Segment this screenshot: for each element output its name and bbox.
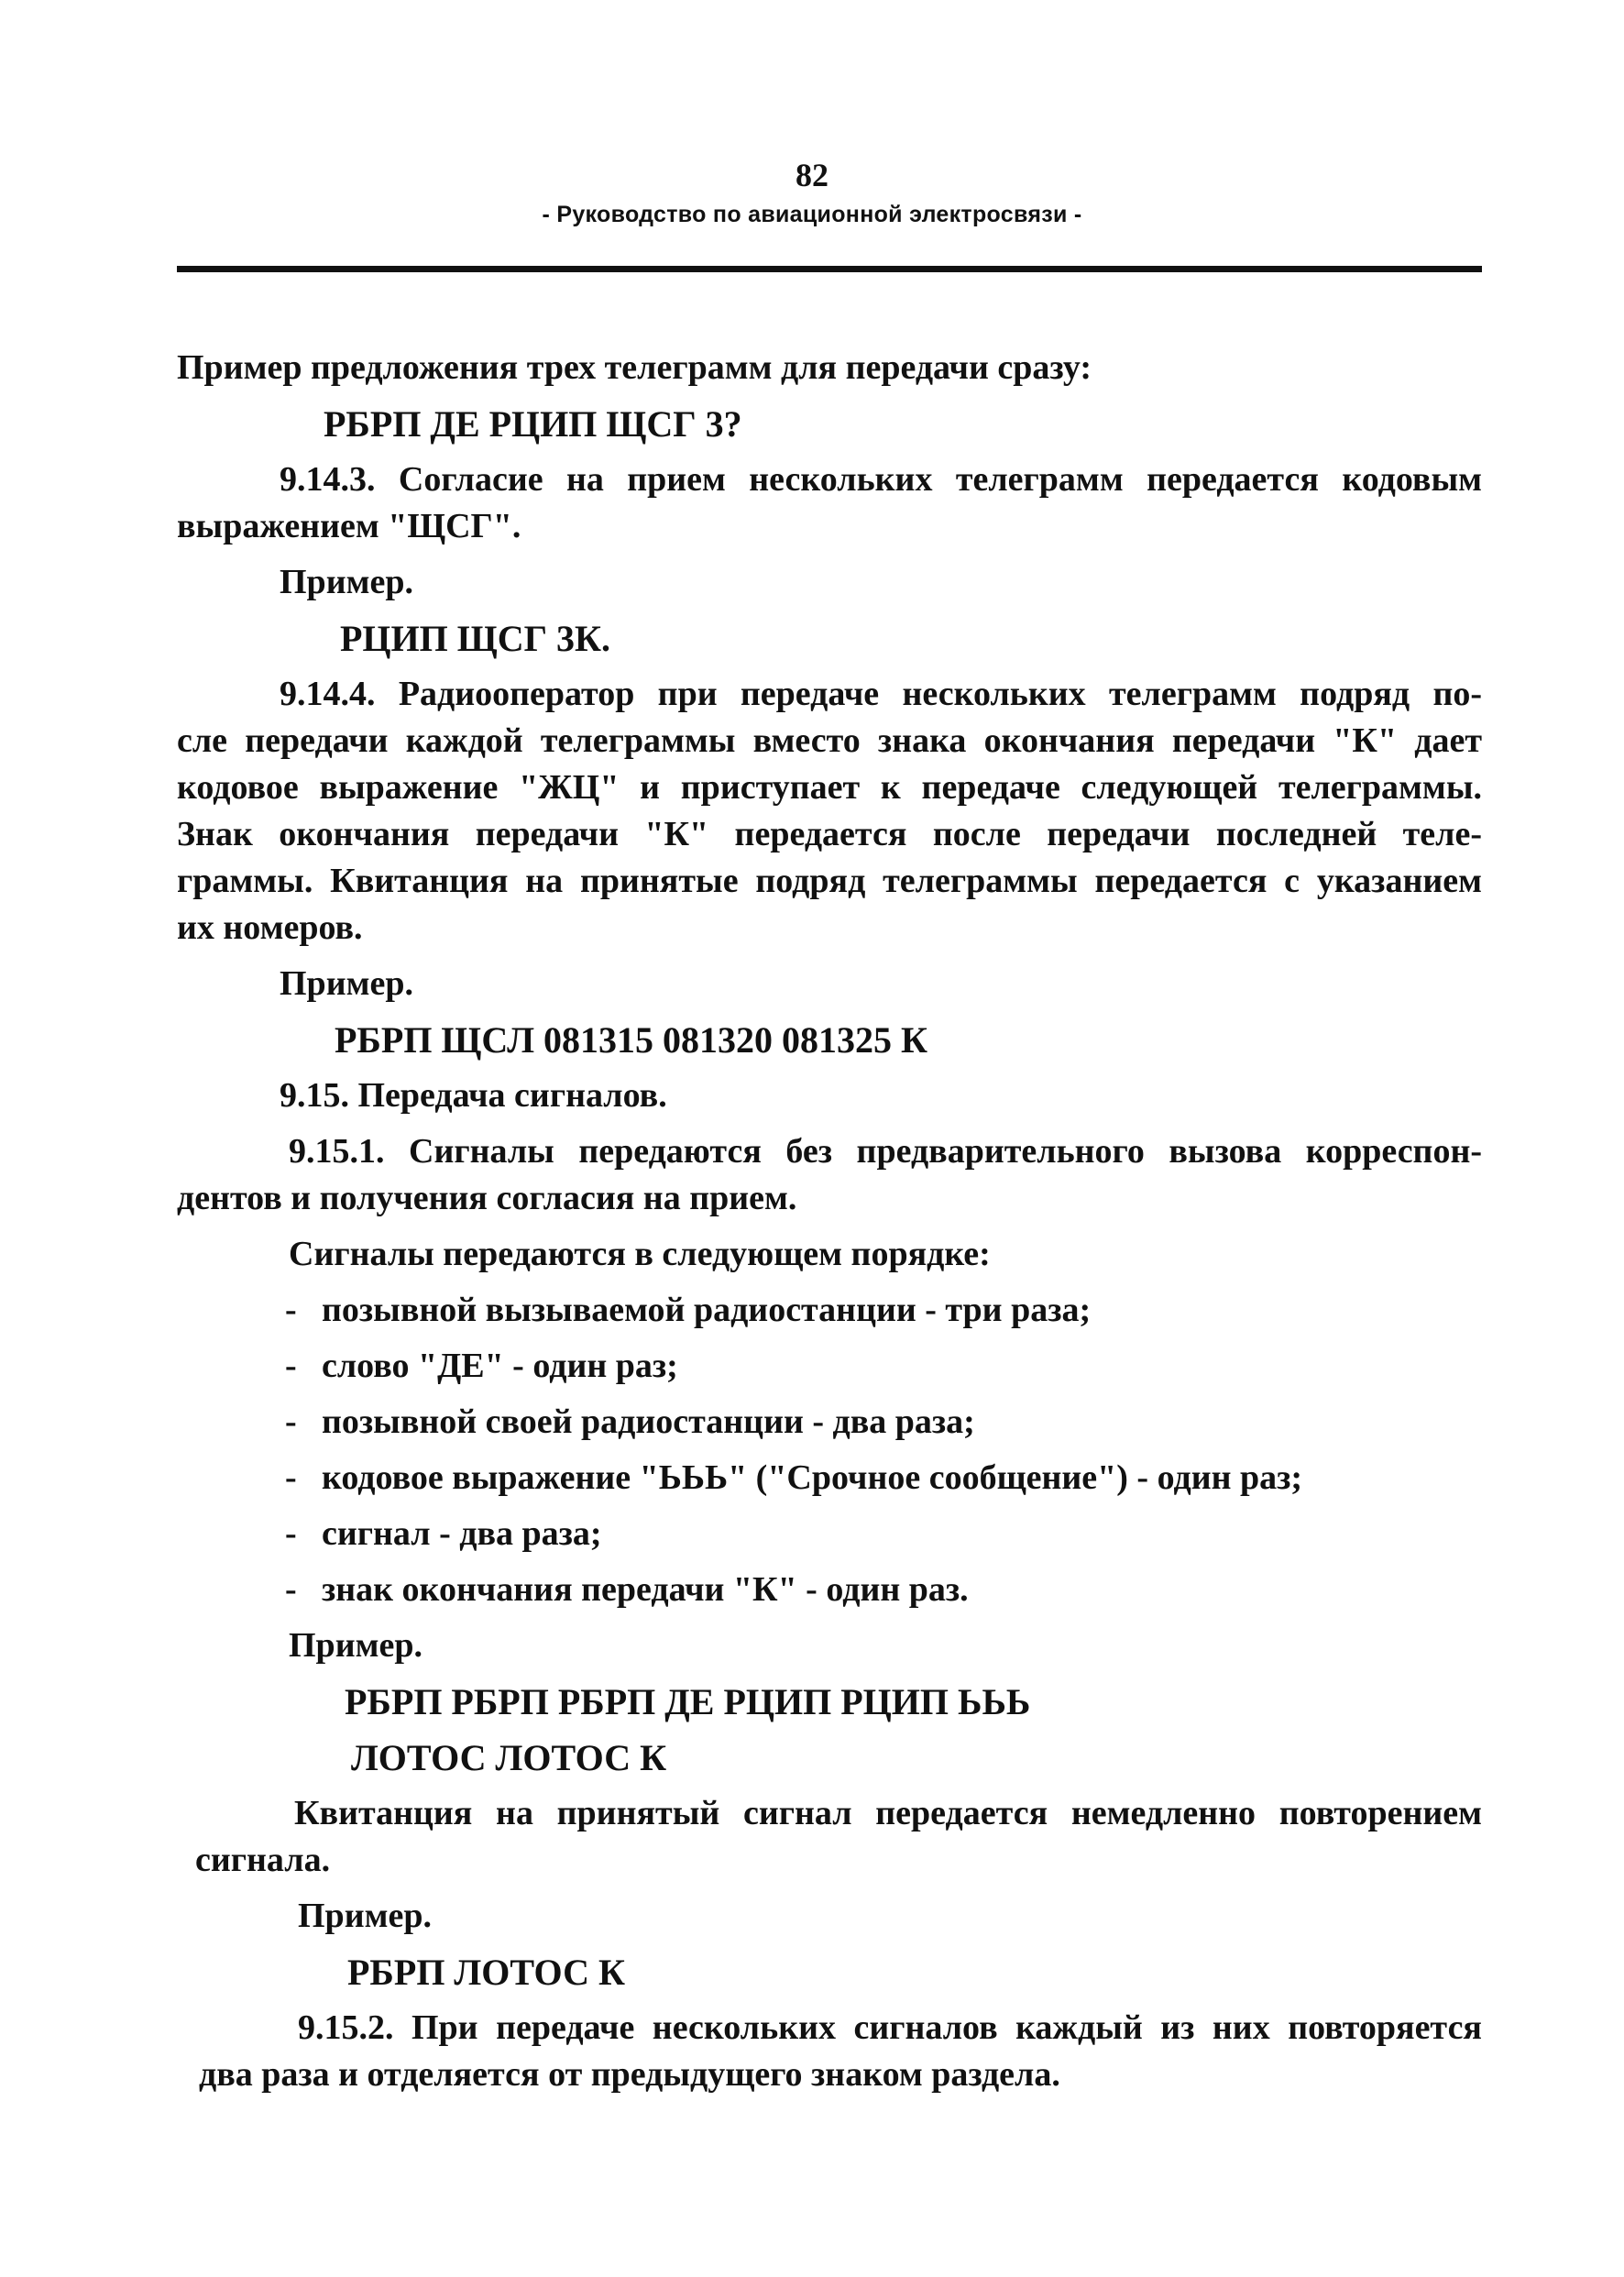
paragraph-signal-order: Сигналы передаются в следующем порядке: <box>289 1235 991 1273</box>
paragraph-9-14-4-line3: кодовое выражение "ЖЦ" и приступает к передаче следующей телеграммы. <box>177 768 1482 807</box>
section-heading-9-15: 9.15. Передача сигналов. <box>280 1076 667 1115</box>
paragraph-example-offer: Пример предложения трех телеграмм для передачи сразу: <box>177 348 1092 387</box>
page-number: 82 <box>796 157 828 193</box>
example-label: Пример. <box>280 964 413 1003</box>
signal-order-list <box>177 1287 1482 1613</box>
list-bullet: - <box>285 1458 297 1497</box>
paragraph-9-15-1-line2: дентов и получения согласия на прием. <box>177 1179 797 1217</box>
paragraph-9-14-4-line2: сле передачи каждой телеграммы вместо знака окончания передачи "К" дает <box>177 721 1482 760</box>
list-bullet: - <box>285 1347 297 1385</box>
running-header: - Руководство по авиационной электросвязи - <box>542 202 1082 227</box>
paragraph-9-15-1-line1: 9.15.1. Сигналы передаются без предварительного вызова корреспон- <box>289 1132 1482 1171</box>
paragraph-signal-receipt-line1: Квитанция на принятый сигнал передается немедленно повторением <box>294 1794 1482 1832</box>
list-bullet: - <box>285 1570 297 1609</box>
code-line-signal-receipt: РБРП ЛОТОС К <box>347 1952 625 1993</box>
example-label: Пример. <box>280 563 413 601</box>
list-item: - сигнал - два раза; <box>177 1511 1482 1557</box>
list-bullet: - <box>285 1402 297 1441</box>
paragraph-9-15-2-line1: 9.15.2. При передаче нескольких сигналов каждый из них повторяется <box>298 2008 1482 2047</box>
code-line-consent: РЦИП ЩСГ 3К. <box>340 618 611 659</box>
paragraph-9-14-4-line4: Знак окончания передачи "К" передается после передачи последней теле- <box>177 815 1482 853</box>
paragraph-9-14-4-line5: граммы. Квитанция на принятые подряд телеграммы передается с указанием <box>177 862 1482 900</box>
body-text <box>177 345 1482 2098</box>
list-bullet: - <box>285 1514 297 1553</box>
example-label: Пример. <box>289 1626 422 1665</box>
code-line-receipt: РБРП ЩСЛ 081315 081320 081325 К <box>335 1019 928 1061</box>
paragraph-9-14-3-line1: 9.14.3. Согласие на прием нескольких телеграмм передается кодовым <box>280 460 1482 499</box>
code-line-signal-2: ЛОТОС ЛОТОС К <box>351 1737 667 1778</box>
list-item: - позывной вызываемой радиостанции - три раза; <box>177 1287 1482 1334</box>
paragraph-9-14-4-line1: 9.14.4. Радиооператор при передаче нескольких телеграмм подряд по- <box>280 675 1482 713</box>
code-line-offer: РБРП ДЕ РЦИП ЩСГ 3? <box>324 403 742 445</box>
list-item: - слово "ДЕ" - один раз; <box>177 1343 1482 1390</box>
code-line-signal-1: РБРП РБРП РБРП ДЕ РЦИП РЦИП ЬЬЬ <box>345 1681 1031 1722</box>
paragraph-9-15-2-line2: два раза и отделяется от предыдущего знаком раздела. <box>199 2055 1060 2094</box>
example-label: Пример. <box>298 1897 432 1935</box>
header-divider <box>177 266 1482 272</box>
list-item: - кодовое выражение "ЬЬЬ" ("Срочное сообщение") - один раз; <box>177 1455 1482 1502</box>
paragraph-9-14-3-line2: выражением "ЩСГ". <box>177 507 521 545</box>
list-item: - позывной своей радиостанции - два раза; <box>177 1399 1482 1446</box>
paragraph-signal-receipt-line2: сигнала. <box>195 1841 331 1879</box>
list-bullet: - <box>285 1291 297 1329</box>
paragraph-9-14-4-line6: их номеров. <box>177 908 363 947</box>
list-item: - знак окончания передачи "К" - один раз. <box>177 1567 1482 1613</box>
